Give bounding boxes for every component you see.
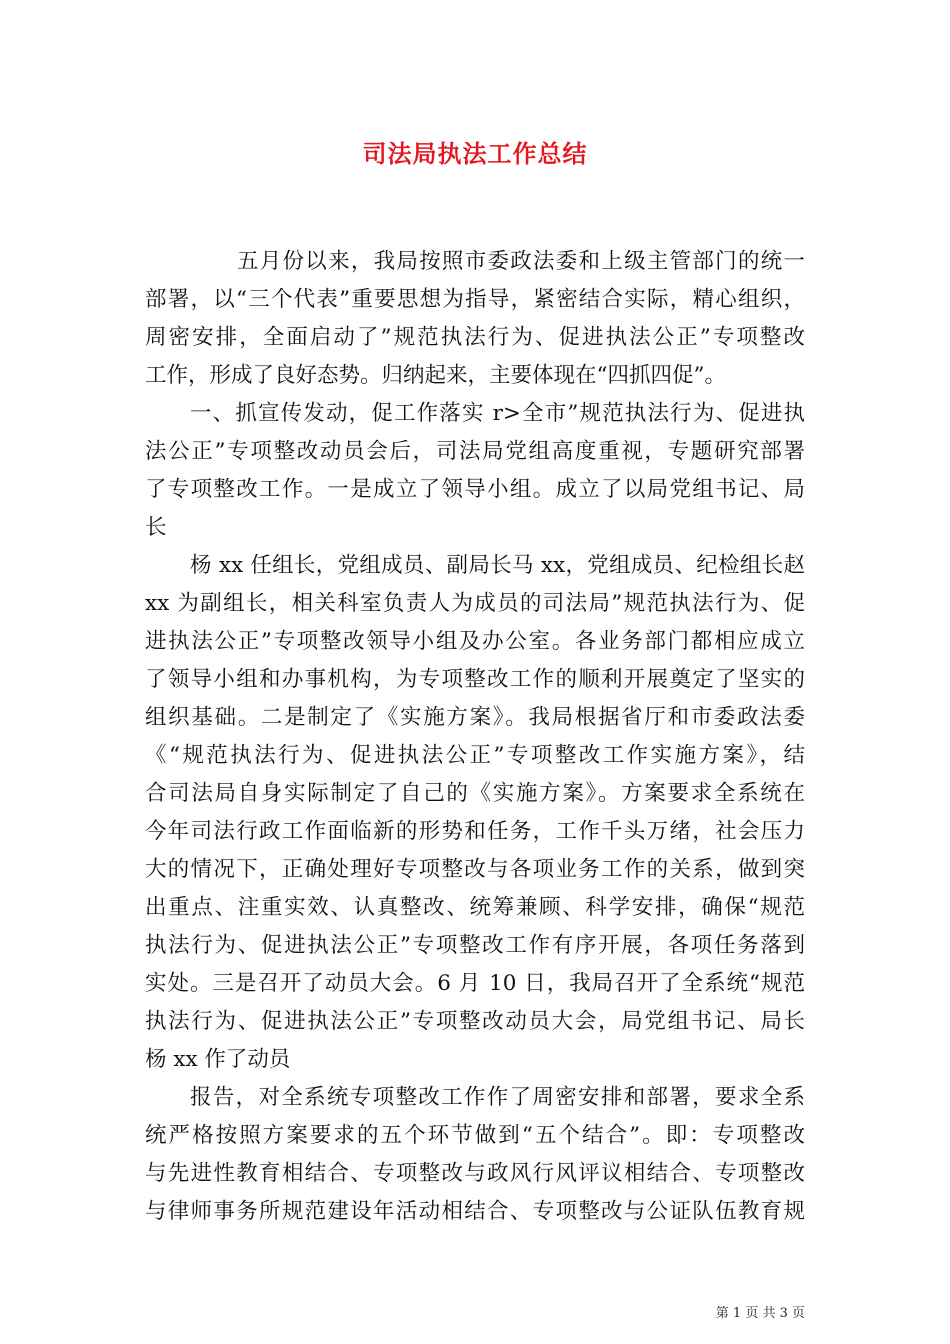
text-line: 合司法局自身实际制定了自己的《实施方案》。方案要求全系统在 [145, 781, 805, 806]
text-line: 今年司法行政工作面临新的形势和任务，工作千头万绪，社会压力 [145, 819, 805, 844]
text-line: xx 为副组长，相关科室负责人为成员的司法局”规范执法行为、促 [145, 591, 805, 616]
text-line: 长 [145, 515, 167, 540]
text-line: 执法行为、促进执法公正”专项整改工作有序开展，各项任务落到 [145, 933, 805, 958]
text-line: 实处。三是召开了动员大会。6 月 10 日，我局召开了全系统“规范 [145, 971, 805, 996]
document-body [145, 243, 805, 1231]
text-line: 与律师事务所规范建设年活动相结合、专项整改与公证队伍教育规 [145, 1199, 805, 1224]
text-line: 周密安排，全面启动了”规范执法行为、促进执法公正”专项整改 [145, 325, 805, 350]
text-line: 法公正”专项整改动员会后，司法局党组高度重视，专题研究部署 [145, 439, 805, 464]
text-line: 执法行为、促进执法公正”专项整改动员大会，局党组书记、局长 [145, 1009, 805, 1034]
text-line: 进执法公正”专项整改领导小组及办公室。各业务部门都相应成立 [145, 629, 805, 654]
text-line: 《“规范执法行为、促进执法公正”专项整改工作实施方案》，结 [145, 743, 805, 768]
text-line: 了专项整改工作。一是成立了领导小组。成立了以局党组书记、局 [145, 477, 805, 502]
text-line: 杨 xx 作了动员 [145, 1047, 291, 1072]
text-line: 统严格按照方案要求的五个环节做到“五个结合”。即：专项整改 [145, 1123, 805, 1148]
text-line: 大的情况下，正确处理好专项整改与各项业务工作的关系，做到突 [145, 857, 805, 882]
text-line: 五月份以来，我局按照市委政法委和上级主管部门的统一 [237, 249, 805, 274]
text-line: 报告，对全系统专项整改工作作了周密安排和部署，要求全系 [190, 1085, 805, 1110]
text-line: 杨 xx 任组长，党组成员、副局长马 xx，党组成员、纪检组长赵 [190, 553, 805, 578]
text-line: 组织基础。二是制定了《实施方案》。我局根据省厅和市委政法委 [145, 705, 805, 730]
text-line: 工作，形成了良好态势。归纳起来，主要体现在“四抓四促”。 [145, 363, 726, 388]
document-title: 司法局执法工作总结 [362, 139, 588, 168]
page-number: 第 1 页 共 3 页 [715, 1306, 805, 1321]
text-line: 一、抓宣传发动，促工作落实 r>全市”规范执法行为、促进执 [190, 401, 805, 426]
text-line: 出重点、注重实效、认真整改、统筹兼顾、科学安排，确保“规范 [145, 895, 805, 920]
text-line: 部署，以“三个代表”重要思想为指导，紧密结合实际，精心组织， [145, 287, 805, 312]
text-line: 与先进性教育相结合、专项整改与政风行风评议相结合、专项整改 [145, 1161, 805, 1186]
text-line: 了领导小组和办事机构，为专项整改工作的顺利开展奠定了坚实的 [145, 667, 805, 692]
